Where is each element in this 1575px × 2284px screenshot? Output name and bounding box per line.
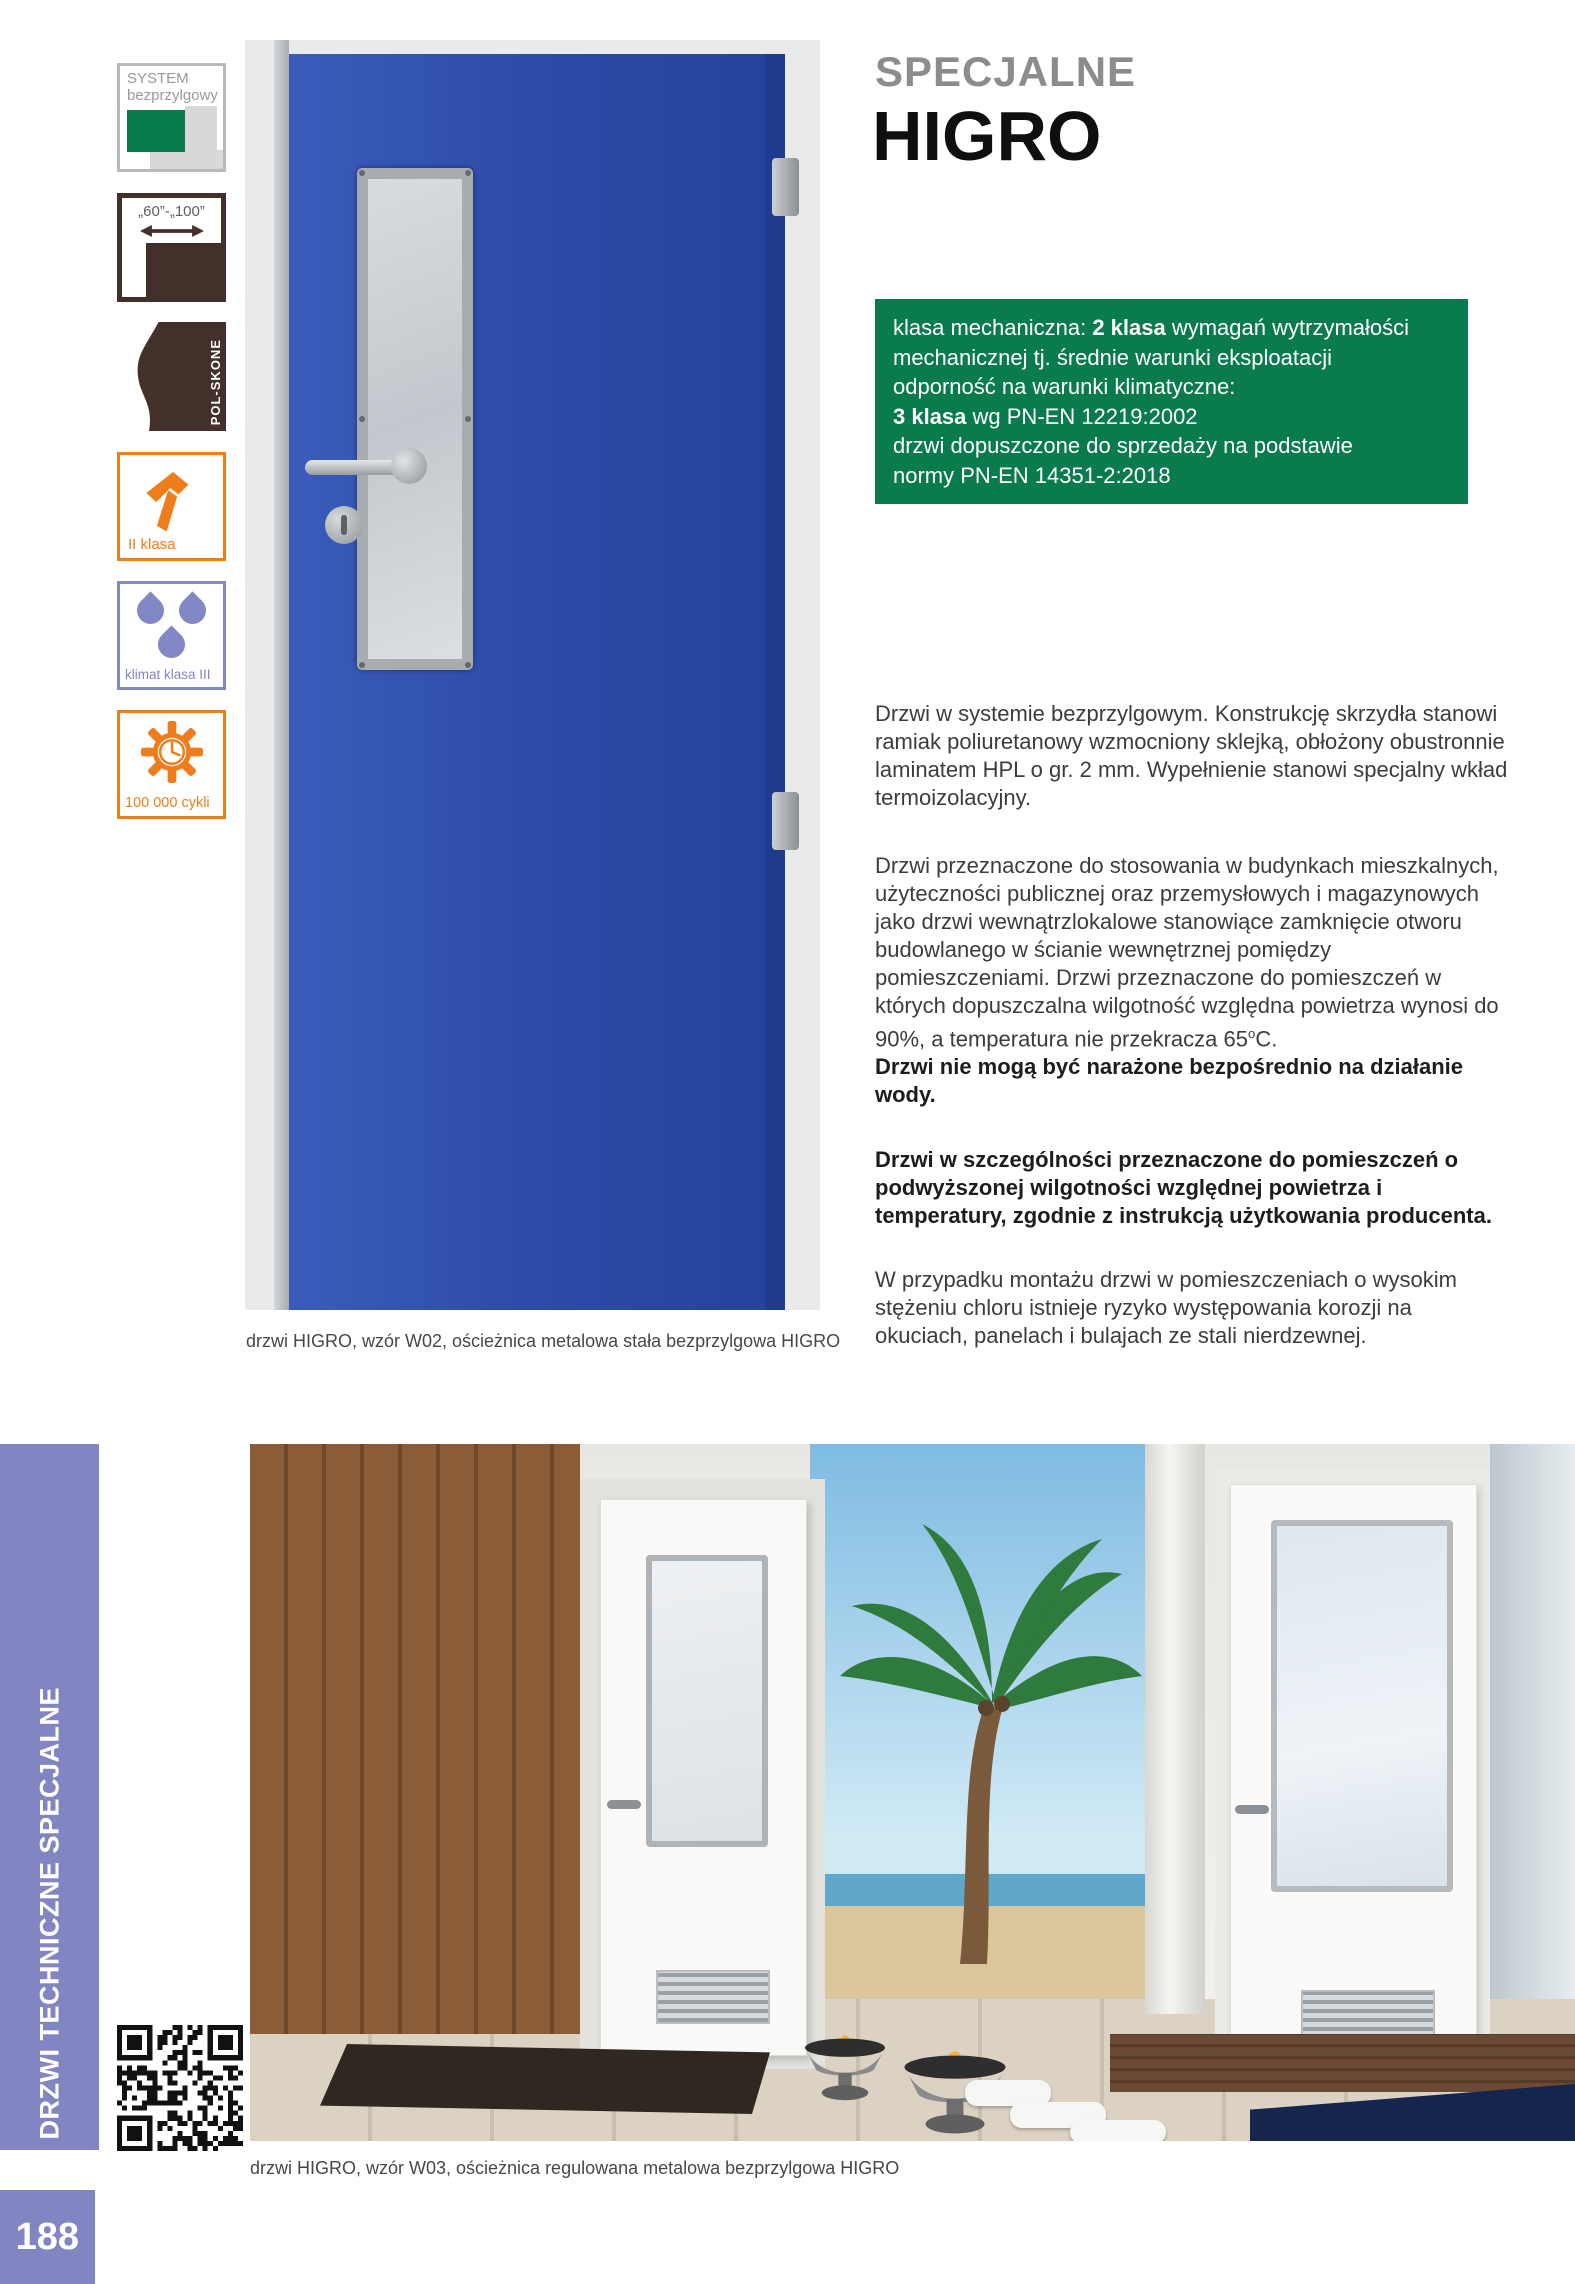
width-range-label: „60”-„100” [138,203,205,220]
paragraph-construction: Drzwi w systemie bezprzylgowym. Konstrukcję skrzydła stanowi ramiak poliuretanowy wzmocniony sklejką, obłożony obustronnie laminatem HPL o gr. 2 mm. Wypełnienie stanowi specjalny wkład termoizolacyjny. [875,701,1508,810]
mirror-wall [1490,1444,1575,1999]
spec-line: odporność na warunki klimatyczne: [893,374,1236,399]
door-frame [274,40,289,1310]
brand-icon [117,322,197,431]
water-drops-icon [131,591,169,629]
spec-line: klasa mechaniczna: 2 klasa wymagań wytrzymałości [893,315,1410,340]
showroom-door-left [580,1479,825,2069]
page-title: HIGRO [872,97,1102,175]
badge-system [117,63,226,172]
door-handle [607,1800,641,1809]
beach-mural [810,1444,1155,1999]
vent-grille [656,1970,770,2024]
width-arrow-icon [140,223,204,239]
section-vertical-label: DRZWI TECHNICZNE SPECJALNE [34,1687,64,2140]
hinge [772,792,799,850]
badge-brand [117,322,226,431]
hinge [772,158,799,216]
paragraph-humidity: Drzwi w szczególności przeznaczone do pomieszczeń o podwyższonej wilgotności względnej powietrza i temperatury, zgodnie z instrukcją użytkowania producenta. [875,1147,1492,1228]
slatted-bench [1110,2034,1575,2092]
glazing-panel [357,168,473,670]
showroom-photo [250,1444,1575,2141]
badge-climate-class [117,581,226,690]
frosted-glass-panel [1271,1520,1453,1892]
warning-water: Drzwi nie mogą być narażone bezpośrednio na działanie wody. [875,1054,1464,1108]
hammer-icon [138,461,208,539]
door-handle [305,460,403,475]
spec-line: drzwi dopuszczone do sprzedaży na podstawie [893,433,1353,458]
gear-clock-icon [141,721,203,783]
badge-system-label: SYSTEM bezprzylgowy [127,70,218,104]
door-handle [1235,1805,1269,1814]
spec-line: mechanicznej tj. średnie warunki eksploatacji [893,344,1332,370]
spec-line: 3 klasa wg PN-EN 12219:2002 [893,403,1198,429]
badge-cycles [117,710,226,819]
product-photo-door-w02 [245,40,820,1310]
towel [1070,2120,1166,2141]
brand-label: POL-SKONE [208,338,223,425]
spec-highlight-box [875,299,1468,504]
qr-code [117,2025,243,2151]
figure-caption-2: drzwi HIGRO, wzór W03, ościeżnica regulowana metalowa bezprzylgowa HIGRO [250,2158,900,2178]
showroom-door-right [1215,1469,1490,2069]
climate-class-label: klimat klasa III [125,667,211,682]
mechanical-class-label: II klasa [128,536,176,553]
badge-mechanical-class [117,452,226,561]
floor-mat [320,2044,770,2114]
paragraph-chlorine: W przypadku montażu drzwi w pomieszczeniach o wysokim stężeniu chloru istnieje ryzyko występowania korozji na okuciach, panelach i bulajach ze stali nierdzewnej. [875,1267,1457,1348]
wood-wall [250,1444,580,2034]
page-number: 188 [0,2190,95,2284]
frosted-glass-panel [646,1555,768,1847]
paragraph-usage: Drzwi przeznaczone do stosowania w budynkach mieszkalnych, użyteczności publicznej oraz przemysłowych i magazynowych jako drzwi wewnątrzlokalowe stanowiące zamknięcie otworu budowlanego w ścianie wewnętrznej pomiędzy pomieszczeniami. Drzwi przeznaczone do pomieszczeń w których dopuszczalna wilgotność względna powietrza wynosi do 90%, a temperatura nie przekracza 65$^o$C. Drzwi nie mogą być narażone bezpośrednio na działanie wody. [875,852,1509,1109]
pillar [1145,1444,1205,2014]
door-lock-knob [325,506,363,544]
section-sidebar [0,1444,99,2150]
palm-tree [810,1444,1155,1999]
figure-caption-1: drzwi HIGRO, wzór W02, ościeżnica metalowa stała bezprzylgowa HIGRO [246,1331,841,1351]
badge-width-range [117,193,226,302]
spec-line: normy PN-EN 14351-2:2018 [893,462,1171,488]
cycles-label: 100 000 cykli [125,795,210,811]
category-title: SPECJALNE [875,48,1137,95]
fire-bowl [795,2029,895,2109]
